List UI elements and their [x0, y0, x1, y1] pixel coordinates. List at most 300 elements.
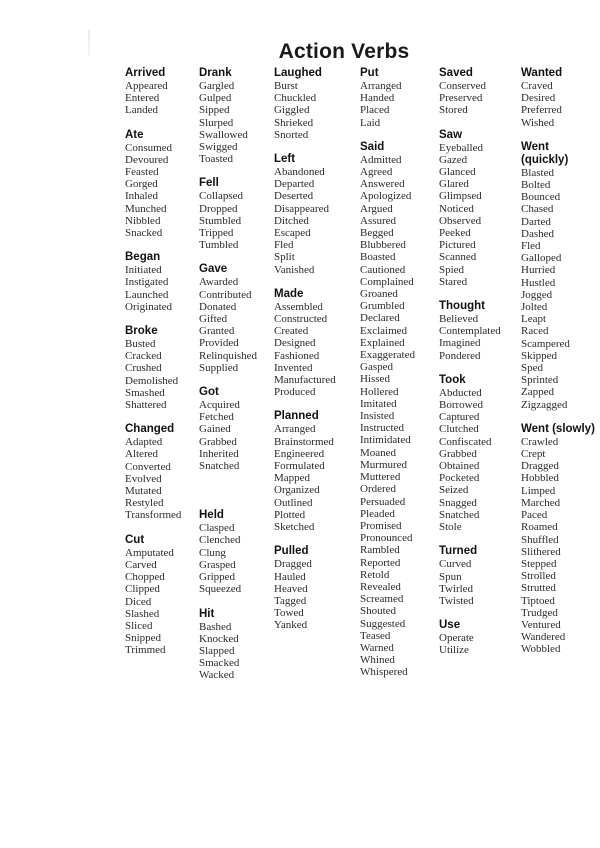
verb-word: Hollered: [360, 385, 399, 398]
verb-word: Retold: [360, 568, 390, 581]
verb-word: Gulped: [199, 92, 232, 105]
verb-group: [521, 423, 600, 656]
verb-column-4: [360, 67, 442, 679]
verb-group-heading: Ate: [125, 128, 144, 141]
verb-word: Curved: [439, 558, 472, 571]
verb-word: Imagined: [439, 337, 481, 350]
verb-word: Assured: [360, 214, 397, 227]
verb-word: Deserted: [274, 190, 314, 203]
verb-word: Abducted: [439, 386, 482, 399]
verb-word: Assembled: [274, 300, 323, 313]
verb-word: Spied: [439, 263, 465, 276]
verb-word: Grabbed: [439, 447, 477, 460]
verb-word: Constructed: [274, 313, 328, 326]
verb-word: Jolted: [521, 301, 548, 314]
verb-word: Sliced: [125, 619, 153, 632]
verb-group: [274, 410, 356, 533]
verb-word: Initiated: [125, 264, 162, 277]
verb-column-2: [199, 67, 281, 682]
verb-word: Evolved: [125, 472, 162, 485]
verb-word: Snorted: [274, 128, 309, 141]
verb-column-5: [439, 67, 521, 657]
verb-word: Plotted: [274, 508, 306, 521]
verb-group: [439, 129, 521, 288]
verb-group-heading: Changed: [125, 423, 175, 436]
verb-column-3: [274, 67, 356, 632]
verb-word: Gifted: [199, 313, 228, 326]
verb-word: Cracked: [125, 350, 162, 363]
verb-word: Chopped: [125, 571, 165, 584]
verb-group: [199, 608, 281, 682]
verb-word: Snatched: [199, 460, 240, 473]
verb-word: Feasted: [125, 166, 159, 179]
verb-group-heading: Said: [360, 140, 385, 153]
verb-group-heading: Left: [274, 153, 296, 166]
verb-word: Stumbled: [199, 214, 242, 227]
verb-word: Gained: [199, 423, 231, 436]
verb-word: Ditched: [274, 214, 309, 227]
verb-group-heading: Went (slowly): [521, 422, 595, 435]
verb-word: Pleaded: [360, 507, 395, 520]
verb-word: Wobbled: [521, 643, 561, 656]
verb-word: Murmured: [360, 458, 408, 471]
verb-word: Imitated: [360, 397, 397, 410]
verb-word: Supplied: [199, 361, 239, 374]
verb-word: Landed: [125, 104, 158, 117]
verb-word: Abandoned: [274, 166, 325, 179]
verb-group-heading: Made: [274, 287, 304, 300]
verb-word: Handed: [360, 92, 395, 105]
verb-word: Leapt: [521, 313, 547, 326]
verb-group-heading: Use: [439, 619, 461, 632]
verb-word: Hissed: [360, 373, 390, 386]
verb-word: Chuckled: [274, 92, 317, 105]
verb-word: Teased: [360, 629, 391, 642]
verb-group: [521, 67, 600, 129]
verb-group: [360, 141, 442, 679]
verb-group: [360, 67, 442, 129]
verb-word: Muttered: [360, 471, 401, 484]
verb-word: Manufactured: [274, 374, 336, 387]
verb-word: Split: [274, 251, 295, 264]
verb-word: Jogged: [521, 288, 553, 301]
verb-word: Bolted: [521, 179, 551, 192]
verb-word: Clenched: [199, 534, 241, 547]
verb-word: Crept: [521, 448, 546, 461]
verb-word: Conserved: [439, 80, 487, 92]
verb-word: Outlined: [274, 496, 313, 509]
verb-word: Revealed: [360, 580, 401, 593]
verb-word: Preserved: [439, 92, 483, 105]
verb-word: Stole: [439, 521, 462, 534]
verb-group-heading: (quickly): [521, 153, 569, 166]
verb-word: Shattered: [125, 399, 167, 412]
verb-word: Limped: [521, 484, 556, 497]
verb-word: Raced: [521, 325, 549, 338]
verb-group: [439, 300, 521, 362]
verb-word: Peeked: [439, 227, 471, 240]
verb-word: Provided: [199, 337, 239, 350]
verb-word: Sped: [521, 362, 543, 375]
verb-word: Trimmed: [125, 644, 166, 657]
verb-word: Crawled: [521, 435, 559, 448]
verb-word: Slapped: [199, 644, 235, 657]
verb-word: Zigzagged: [521, 398, 568, 411]
verb-word: Trudged: [521, 606, 558, 619]
verb-word: Insisted: [360, 410, 395, 423]
verb-word: Whined: [360, 654, 395, 667]
verb-word: Designed: [274, 337, 316, 350]
verb-word: Scanned: [439, 251, 477, 264]
verb-group: [274, 288, 356, 399]
verb-word: Inhaled: [125, 190, 158, 203]
verb-word: Mutated: [125, 485, 162, 498]
verb-word: Dropped: [199, 202, 238, 215]
verb-word: Roamed: [521, 521, 558, 534]
verb-word: Intimidated: [360, 434, 411, 447]
verb-word: Persuaded: [360, 495, 406, 508]
verb-word: Apologized: [360, 190, 412, 203]
verb-group: [521, 141, 600, 411]
verb-word: Transformed: [125, 509, 182, 522]
verb-word: Glimpsed: [439, 190, 482, 203]
verb-word: Eyeballed: [439, 141, 483, 154]
verb-group: [274, 545, 356, 631]
verb-word: Sketched: [274, 521, 315, 534]
verb-word: Appeared: [125, 80, 168, 92]
verb-group-heading: Saved: [439, 67, 473, 79]
verb-word: Shuffled: [521, 533, 559, 546]
verb-word: Marched: [521, 496, 561, 509]
verb-word: Fetched: [199, 411, 234, 424]
verb-word: Produced: [274, 386, 316, 399]
verb-word: Grumbled: [360, 300, 405, 313]
verb-word: Laid: [360, 116, 381, 129]
verb-group-heading: Pulled: [274, 545, 309, 558]
verb-group-heading: Saw: [439, 128, 463, 141]
verb-word: Collapsed: [199, 190, 243, 203]
verb-column-1: [125, 67, 207, 657]
verb-word: Swallowed: [199, 128, 248, 141]
verb-word: Gripped: [199, 571, 236, 584]
verb-word: Hurried: [521, 264, 556, 277]
verb-word: Originated: [125, 300, 173, 313]
verb-word: Hobbled: [521, 472, 559, 485]
verb-group-heading: Took: [439, 373, 466, 386]
verb-word: Towed: [274, 607, 304, 620]
verb-word: Suggested: [360, 617, 406, 630]
verb-word: Tripped: [199, 227, 234, 240]
verb-word: Slurped: [199, 116, 234, 129]
verb-word: Snacked: [125, 227, 163, 240]
verb-word: Launched: [125, 288, 169, 301]
verb-word: Glanced: [439, 166, 476, 179]
verb-word: Awarded: [199, 276, 239, 289]
verb-word: Captured: [439, 411, 480, 424]
verb-word: Wacked: [199, 669, 235, 682]
verb-word: Pondered: [439, 349, 481, 362]
verb-word: Organized: [274, 484, 320, 497]
verb-word: Paced: [521, 509, 548, 522]
verb-word: Giggled: [274, 104, 310, 117]
verb-word: Placed: [360, 104, 390, 117]
verb-word: Craved: [521, 80, 553, 92]
verb-group-heading: Cut: [125, 533, 145, 546]
verb-word: Shrieked: [274, 116, 314, 129]
verb-word: Moaned: [360, 446, 397, 459]
verb-group-heading: Laughed: [274, 67, 322, 79]
verb-word: Gazed: [439, 153, 468, 166]
verb-word: Darted: [521, 215, 551, 228]
verb-word: Grasped: [199, 558, 236, 571]
verb-group-heading: Thought: [439, 300, 485, 313]
verb-word: Contemplated: [439, 325, 501, 338]
verb-group: [199, 177, 281, 251]
verb-group-heading: Turned: [439, 545, 478, 558]
verb-word: Scampered: [521, 337, 570, 350]
verb-word: Snipped: [125, 632, 162, 645]
verb-word: Instigated: [125, 276, 169, 289]
verb-word: Chased: [521, 203, 554, 216]
verb-word: Smacked: [199, 657, 240, 670]
verb-word: Confiscated: [439, 435, 492, 448]
verb-word: Obtained: [439, 460, 480, 473]
verb-word: Warned: [360, 641, 394, 654]
verb-word: Arranged: [274, 423, 316, 436]
verb-group: [439, 619, 521, 656]
verb-word: Escaped: [274, 227, 311, 240]
verb-word: Created: [274, 325, 309, 338]
verb-word: Stepped: [521, 557, 557, 570]
verb-word: Utilize: [439, 644, 469, 657]
verb-word: Clipped: [125, 583, 160, 596]
verb-word: Cautioned: [360, 263, 406, 276]
verb-word: Hauled: [274, 570, 306, 583]
verb-group: [274, 153, 356, 276]
verb-word: Clung: [199, 546, 226, 559]
verb-group: [125, 423, 207, 521]
verb-word: Inherited: [199, 447, 239, 460]
page-title: Action Verbs: [278, 40, 410, 63]
verb-word: Gasped: [360, 361, 393, 374]
verb-word: Rambled: [360, 544, 400, 557]
verb-word: Exclaimed: [360, 324, 408, 337]
verb-word: Toasted: [199, 153, 234, 166]
verb-group-heading: Put: [360, 67, 379, 79]
verb-word: Noticed: [439, 202, 474, 215]
verb-word: Bashed: [199, 620, 232, 633]
verb-word: Begged: [360, 227, 394, 240]
verb-word: Galloped: [521, 252, 562, 265]
verb-word: Operate: [439, 632, 474, 645]
verb-word: Twisted: [439, 594, 474, 607]
verb-group: [199, 67, 281, 165]
verb-word: Acquired: [199, 399, 240, 412]
verb-word: Gargled: [199, 80, 235, 92]
verb-word: Gorged: [125, 178, 158, 191]
verb-word: Mapped: [274, 472, 311, 485]
verb-word: Seized: [439, 484, 469, 497]
verb-word: Fled: [521, 240, 541, 253]
verb-group: [439, 545, 521, 607]
verb-group: [439, 374, 521, 533]
verb-word: Swigged: [199, 141, 238, 154]
verb-word: Consumed: [125, 141, 173, 154]
verb-word: Pictured: [439, 239, 476, 252]
verb-group-heading: Got: [199, 386, 219, 399]
verb-word: Glared: [439, 178, 469, 191]
verb-word: Sipped: [199, 104, 230, 117]
verb-group: [274, 67, 356, 141]
verb-word: Stored: [439, 104, 468, 117]
verb-word: Entered: [125, 92, 160, 105]
verb-word: Observed: [439, 214, 482, 227]
verb-word: Preferred: [521, 104, 562, 117]
verb-word: Fashioned: [274, 349, 320, 362]
verb-word: Contributed: [199, 288, 252, 301]
verb-word: Admitted: [360, 153, 402, 166]
verb-word: Sprinted: [521, 374, 559, 387]
verb-word: Whispered: [360, 666, 408, 679]
verb-word: Carved: [125, 558, 157, 571]
verb-word: Screamed: [360, 593, 404, 606]
verb-word: Wished: [521, 116, 555, 129]
verb-word: Snagged: [439, 496, 477, 509]
verb-word: Complained: [360, 275, 414, 288]
verb-word: Invented: [274, 361, 313, 374]
verb-word: Munched: [125, 202, 167, 215]
verb-word: Blubbered: [360, 239, 406, 252]
verb-group: [125, 325, 207, 411]
verb-word: Tiptoed: [521, 594, 555, 607]
verb-word: Crushed: [125, 362, 162, 375]
verb-word: Answered: [360, 178, 405, 191]
verb-word: Groaned: [360, 288, 398, 301]
verb-word: Diced: [125, 595, 152, 608]
verb-word: Explained: [360, 336, 405, 349]
verb-word: Snatched: [439, 508, 480, 521]
verb-group: [125, 67, 207, 117]
verb-word: Bounced: [521, 191, 561, 204]
verb-word: Agreed: [360, 166, 393, 179]
verb-word: Tumbled: [199, 239, 239, 252]
verb-word: Stared: [439, 275, 468, 288]
verb-word: Altered: [125, 448, 158, 461]
verb-group-heading: Began: [125, 251, 161, 264]
verb-word: Boasted: [360, 251, 396, 264]
verb-word: Ventured: [521, 618, 561, 631]
verb-group: [199, 386, 281, 472]
verb-word: Burst: [274, 80, 298, 92]
verb-word: Reported: [360, 556, 401, 569]
verb-word: Borrowed: [439, 399, 483, 412]
verb-word: Dragged: [521, 460, 559, 473]
verb-group-heading: Arrived: [125, 67, 166, 79]
verb-word: Devoured: [125, 153, 169, 166]
verb-word: Relinquished: [199, 349, 258, 362]
verb-word: Donated: [199, 300, 237, 313]
verb-word: Engineered: [274, 447, 325, 460]
verb-word: Smashed: [125, 386, 165, 399]
verb-word: Hustled: [521, 276, 556, 289]
verb-word: Arranged: [360, 80, 402, 92]
verb-word: Clasped: [199, 522, 235, 535]
verb-word: Wandered: [521, 631, 566, 644]
verb-word: Exaggerated: [360, 349, 415, 362]
verb-word: Believed: [439, 313, 479, 326]
verb-group: [199, 263, 281, 374]
verb-word: Clutched: [439, 423, 479, 436]
verb-word: Slashed: [125, 607, 160, 620]
verb-group-heading: Gave: [199, 263, 228, 276]
verb-group: [125, 129, 207, 240]
verb-word: Brainstormed: [274, 435, 334, 448]
verb-word: Twirled: [439, 582, 474, 595]
verb-word: Declared: [360, 312, 400, 325]
verb-word: Tagged: [274, 594, 307, 607]
verb-group: [439, 67, 521, 117]
verb-word: Strutted: [521, 582, 556, 595]
verb-word: Nibbled: [125, 214, 161, 227]
verb-word: Promised: [360, 519, 402, 532]
verb-word: Departed: [274, 178, 315, 191]
verb-word: Desired: [521, 92, 556, 105]
verb-word: Converted: [125, 460, 171, 473]
verb-word: Pocketed: [439, 472, 480, 485]
verb-word: Grabbed: [199, 435, 237, 448]
verb-word: Dragged: [274, 558, 312, 571]
verb-word: Busted: [125, 338, 156, 351]
verb-word: Zapped: [521, 386, 554, 399]
verb-group: [125, 534, 207, 657]
verb-word: Formulated: [274, 460, 325, 473]
verb-word: Granted: [199, 325, 235, 338]
verb-group-heading: Drank: [199, 67, 232, 79]
verb-group-heading: Went: [521, 140, 549, 153]
verb-group-heading: Fell: [199, 177, 219, 190]
verb-word: Skipped: [521, 349, 558, 362]
verb-word: Demolished: [125, 374, 179, 387]
verb-word: Slithered: [521, 545, 561, 558]
verb-word: Blasted: [521, 166, 554, 179]
verb-group-heading: Wanted: [521, 67, 563, 79]
verb-word: Instructed: [360, 422, 404, 435]
verb-word: Restyled: [125, 497, 164, 510]
verb-word: Adapted: [125, 436, 163, 449]
verb-word: Disappeared: [274, 202, 329, 215]
verb-group: [125, 251, 207, 313]
verb-group-heading: Broke: [125, 325, 158, 338]
verb-word: Vanished: [274, 263, 315, 276]
verb-group-heading: Held: [199, 509, 224, 522]
verb-group-heading: Hit: [199, 607, 215, 620]
verb-word: Ordered: [360, 483, 397, 496]
verb-word: Dashed: [521, 227, 554, 240]
verb-word: Squeezed: [199, 583, 242, 596]
verb-word: Heaved: [274, 582, 308, 595]
verb-word: Strolled: [521, 570, 556, 583]
verb-word: Pronounced: [360, 532, 413, 545]
verb-word: Spun: [439, 570, 462, 583]
verb-group: [199, 509, 281, 595]
verb-word: Argued: [360, 202, 393, 215]
verb-group-heading: Planned: [274, 410, 319, 423]
verb-word: Amputated: [125, 546, 174, 559]
verb-word: Yanked: [274, 619, 308, 632]
verb-word: Knocked: [199, 632, 239, 645]
verb-word: Fled: [274, 239, 294, 252]
verb-word: Shouted: [360, 605, 397, 618]
